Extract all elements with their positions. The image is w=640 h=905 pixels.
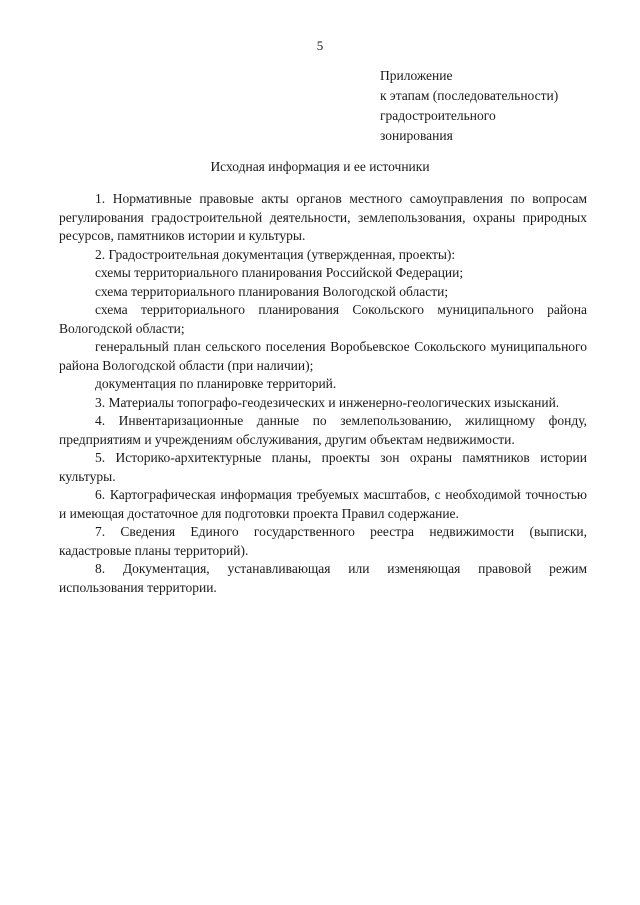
paragraph: 1. Нормативные правовые акты органов местного самоуправления по вопросам регулирования градостроительной деятельности, землепользования, охраны природных ресурсов, памятников истории и культуры. — [59, 191, 587, 243]
paragraph: 4. Инвентаризационные данные по землепользованию, жилищному фонду, предприятиям и учреждениям обслуживания, другим объектам недвижимости. — [59, 413, 587, 447]
paragraph: 3. Материалы топографо-геодезических и инженерно-геологических изысканий. — [95, 394, 560, 410]
appendix-header — [380, 66, 620, 146]
appendix-line: Приложение — [380, 68, 453, 83]
paragraph: документация по планировке территорий. — [95, 376, 337, 391]
paragraph: 5. Историко-архитектурные планы, проекты зон охраны памятников истории культуры. — [59, 450, 587, 484]
paragraph: схема территориального планирования Вологодской области; — [95, 283, 449, 299]
page-number: 5 — [316, 38, 324, 53]
paragraph: 8. Документация, устанавливающая или изменяющая правовой режим использования территории. — [59, 561, 587, 595]
appendix-line: градостроительного — [380, 108, 496, 123]
document-title: Исходная информация и ее источники — [210, 159, 430, 174]
paragraph: 7. Сведения Единого государственного реестра недвижимости (выписки, кадастровые планы территорий). — [59, 524, 587, 558]
paragraph: схема территориального планирования Сокольского муниципального района Вологодской области; — [59, 302, 587, 336]
document-body — [59, 190, 587, 597]
paragraph: 2. Градостроительная документация (утвержденная, проекты): — [95, 246, 456, 262]
paragraph: схемы территориального планирования Российской Федерации; — [95, 265, 464, 280]
paragraph: генеральный план сельского поселения Воробьевское Сокольского муниципального района Вологодской области (при наличии); — [59, 339, 587, 373]
paragraph: 6. Картографическая информация требуемых масштабов, с необходимой точностью и имеющая достаточное для подготовки проекта Правил содержание. — [59, 487, 587, 521]
appendix-line: к этапам (последовательности) — [380, 88, 559, 103]
appendix-line: зонирования — [380, 128, 453, 143]
